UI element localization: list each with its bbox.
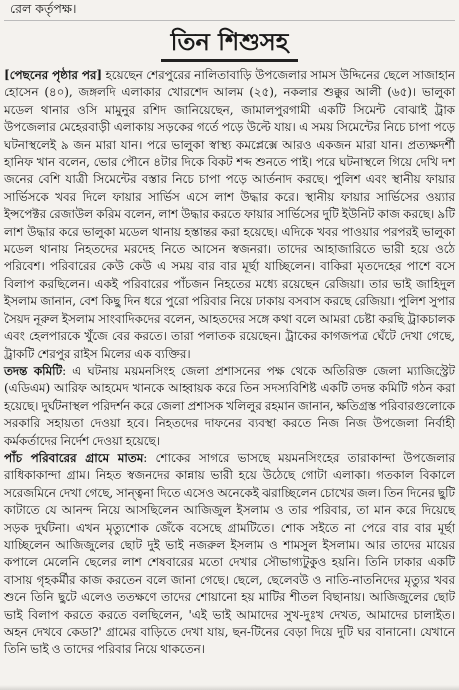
article-body bbox=[4, 67, 455, 659]
probe-paragraph bbox=[4, 363, 455, 450]
probe-text: : এ ঘটনায় ময়মনসিংহ জেলা প্রশাসনের পক্ষ থেকে অতিরিক্ত জেলা ম্যাজিস্ট্রেট (এডিএম) আরিফ আহমেদ খানকে আহ্বায়ক করে তিন সদস্যবিশিষ্ট একটি তদন্ত কমিটি গঠন করা হয়েছে। দুর্ঘটনাস্থল পরিদর্শন করে জেলা প্রশাসক খলিলুর রহমান জানান, ক্ষতিগ্রস্ত পরিবারগুলোকে সরকারি সহায়তা দেওয়া হবে। নিহতদের দাফনের ব্যবস্থা করতে নিজ নিজ উপজেলা নির্বাহী কর্মকর্তাদের নির্দেশ দেওয়া হয়েছে। bbox=[4, 363, 455, 448]
intro-paragraph bbox=[4, 67, 455, 363]
continuation-kicker: [পেছনের পৃষ্ঠার পর] bbox=[4, 68, 102, 82]
page-bottom-edge bbox=[0, 685, 459, 690]
headline-container bbox=[4, 27, 455, 62]
mourning-subheading: পাঁচ পরিবারের গ্রামে মাতম bbox=[4, 450, 144, 465]
intro-text: হয়েছেন শেরপুরের নালিতাবাড়ি উপজেলার সামস উদ্দিনের ছেলে সাজাহান হোসেন (৪০), জঙ্গলদি এলাকার খোরশেদ আলম (২৫), নকলার শুক্কুর আলী (৬৫)। ভালুকা মডেল থানার ওসি মামুনুর রশিদ জানিয়েছেন, জামালপুরগামী একটি সিমেন্ট বোঝাই ট্রাক উপজেলার মেহেরবাড়ী এলাকায় সড়কের গর্তে পড়ে উল্টে যায়। এ সময় সিমেন্টের নিচে চাপা পড়ে ঘটনাস্থলেই ৯ জন মারা যান। পরে ভালুকা স্বাস্থ্য কমপ্লেক্সে আরও একজন মারা যান। প্রত্যক্ষদর্শী হানিফ খান বলেন, ভোর পৌনে ৪টার দিকে বিকট শব্দ শুনতে পাই। পরে ঘটনাস্থলে গিয়ে দেখি দশ জনের বেশি যাত্রী সিমেন্টের বস্তার নিচে চাপা পড়ে আর্তনাদ করছে। পুলিশ এবং স্থানীয় ফায়ার সার্ভিসকে খবর দিলে ফায়ার সার্ভিস এসে লাশ উদ্ধার করে। স্থানীয় ফায়ার সার্ভিসের ওয়্যার ইন্সপেক্টর রেজাউল করিম বলেন, লাশ উদ্ধার করতে ফায়ার সার্ভিসের দুটি ইউনিট কাজ করছে। ৯টি লাশ উদ্ধার করে ভালুকা মডেল থানায় হস্তান্তর করা হয়েছে। এদিকে খবর পাওয়ার পরপরই ভালুকা মডেল থানায় নিহতদের মরদেহ নিতে আসেন স্বজনরা। তাদের আহাজারিতে ভারী হয়ে ওঠে পরিবেশ। পরিবারের কেউ কেউ এ সময় বার বার মূর্ছা যাচ্ছিলেন। বাকিরা মৃতদেহের পাশে বসে বিলাপ করছিলেন। একই পরিবারের পাঁচজন নিহতের মধ্যে রয়েছেন রেজিয়া। তার ভাই জাহিদুল ইসলাম জানান, বেশ কিছু দিন ধরে পুরো পরিবার নিয়ে ঢাকায় বসবাস করছে রেজিয়া। পুলিশ সুপার সৈয়দ নূরুল ইসলাম সাংবাদিকদের বলেন, আহতদের সঙ্গে কথা বলে আমরা চেষ্টা করছি ট্রাকচালক এবং হেলপারকে খুঁজে বের করতে। তারা পলাতক রয়েছেন। ট্রাকের কাগজপত্র ঘেঁটে দেখা গেছে, ট্রাকটি শেরপুর রাইস মিলের এক ব্যক্তির। bbox=[4, 68, 455, 361]
mourning-text: : শোকের সাগরে ভাসছে ময়মনসিংহের তারাকান্দা উপজেলার রাধিকাকান্দা গ্রাম। নিহত স্বজনদের কান্নায় ভারী হয়ে উঠেছে গোটা এলাকা। গতকাল বিকালে সরেজমিনে দেখা গেছে, সান্ত্বনা দিতে এসেও অনেকেই ঝরাচ্ছিলেন চোখের জল। তিন দিনের ছুটি কাটাতে যে আনন্দ নিয়ে আসছিলেন আজিজুল ইসলাম ও তার পরিবার, তা মান করে দিয়েছে সড়ক দুর্ঘটনা। এখন মৃত্যুশোক জেঁকে বসেছে গ্রামটিতে। শোক সইতে না পেরে বার বার মূর্ছা যাচ্ছিলেন আজিজুলের ছোট দুই ভাই নজরুল ইসলাম ও শামসুল ইসলাম। আর তাদের মায়ের কপালে মেলেনি ছেলের লাশ শেষবারের মতো দেখার সৌভাগ্যটুকুও হয়নি। তিনি ঢাকার একটি বাসায় গৃহকর্মীর কাজ করতেন বলে জানা গেছে। ছেলে, ছেলেবউ ও নাতি-নাতনিদের মৃত্যুর খবর শুনে তিনি ছুটে এলেও ততক্ষণে তাদের শোয়ানো হয় মাটির শীতল বিছানায়। আজিজুলের ছোট ভাই বিলাপ করতে করতে বলছিলেন, 'এই ভাই আমাদের সুখ-দুঃখ দেখত, আমাদের চালাইত। অহন দেখবে কেডা?' গ্রামের বাড়িতে দেখা যায়, ছন-টিনের বেড়া দিয়ে দুটি ঘর বানানো। যেখানে তিনি ভাই ও তাদের পরিবার নিয়ে থাকতেন। bbox=[4, 450, 455, 657]
article-headline: তিন শিশুসহ bbox=[161, 27, 299, 62]
mourning-paragraph bbox=[4, 450, 455, 659]
previous-article-tail: রেল কর্তৃপক্ষ। bbox=[4, 0, 455, 21]
probe-subheading: তদন্ত কমিটি bbox=[4, 363, 63, 378]
